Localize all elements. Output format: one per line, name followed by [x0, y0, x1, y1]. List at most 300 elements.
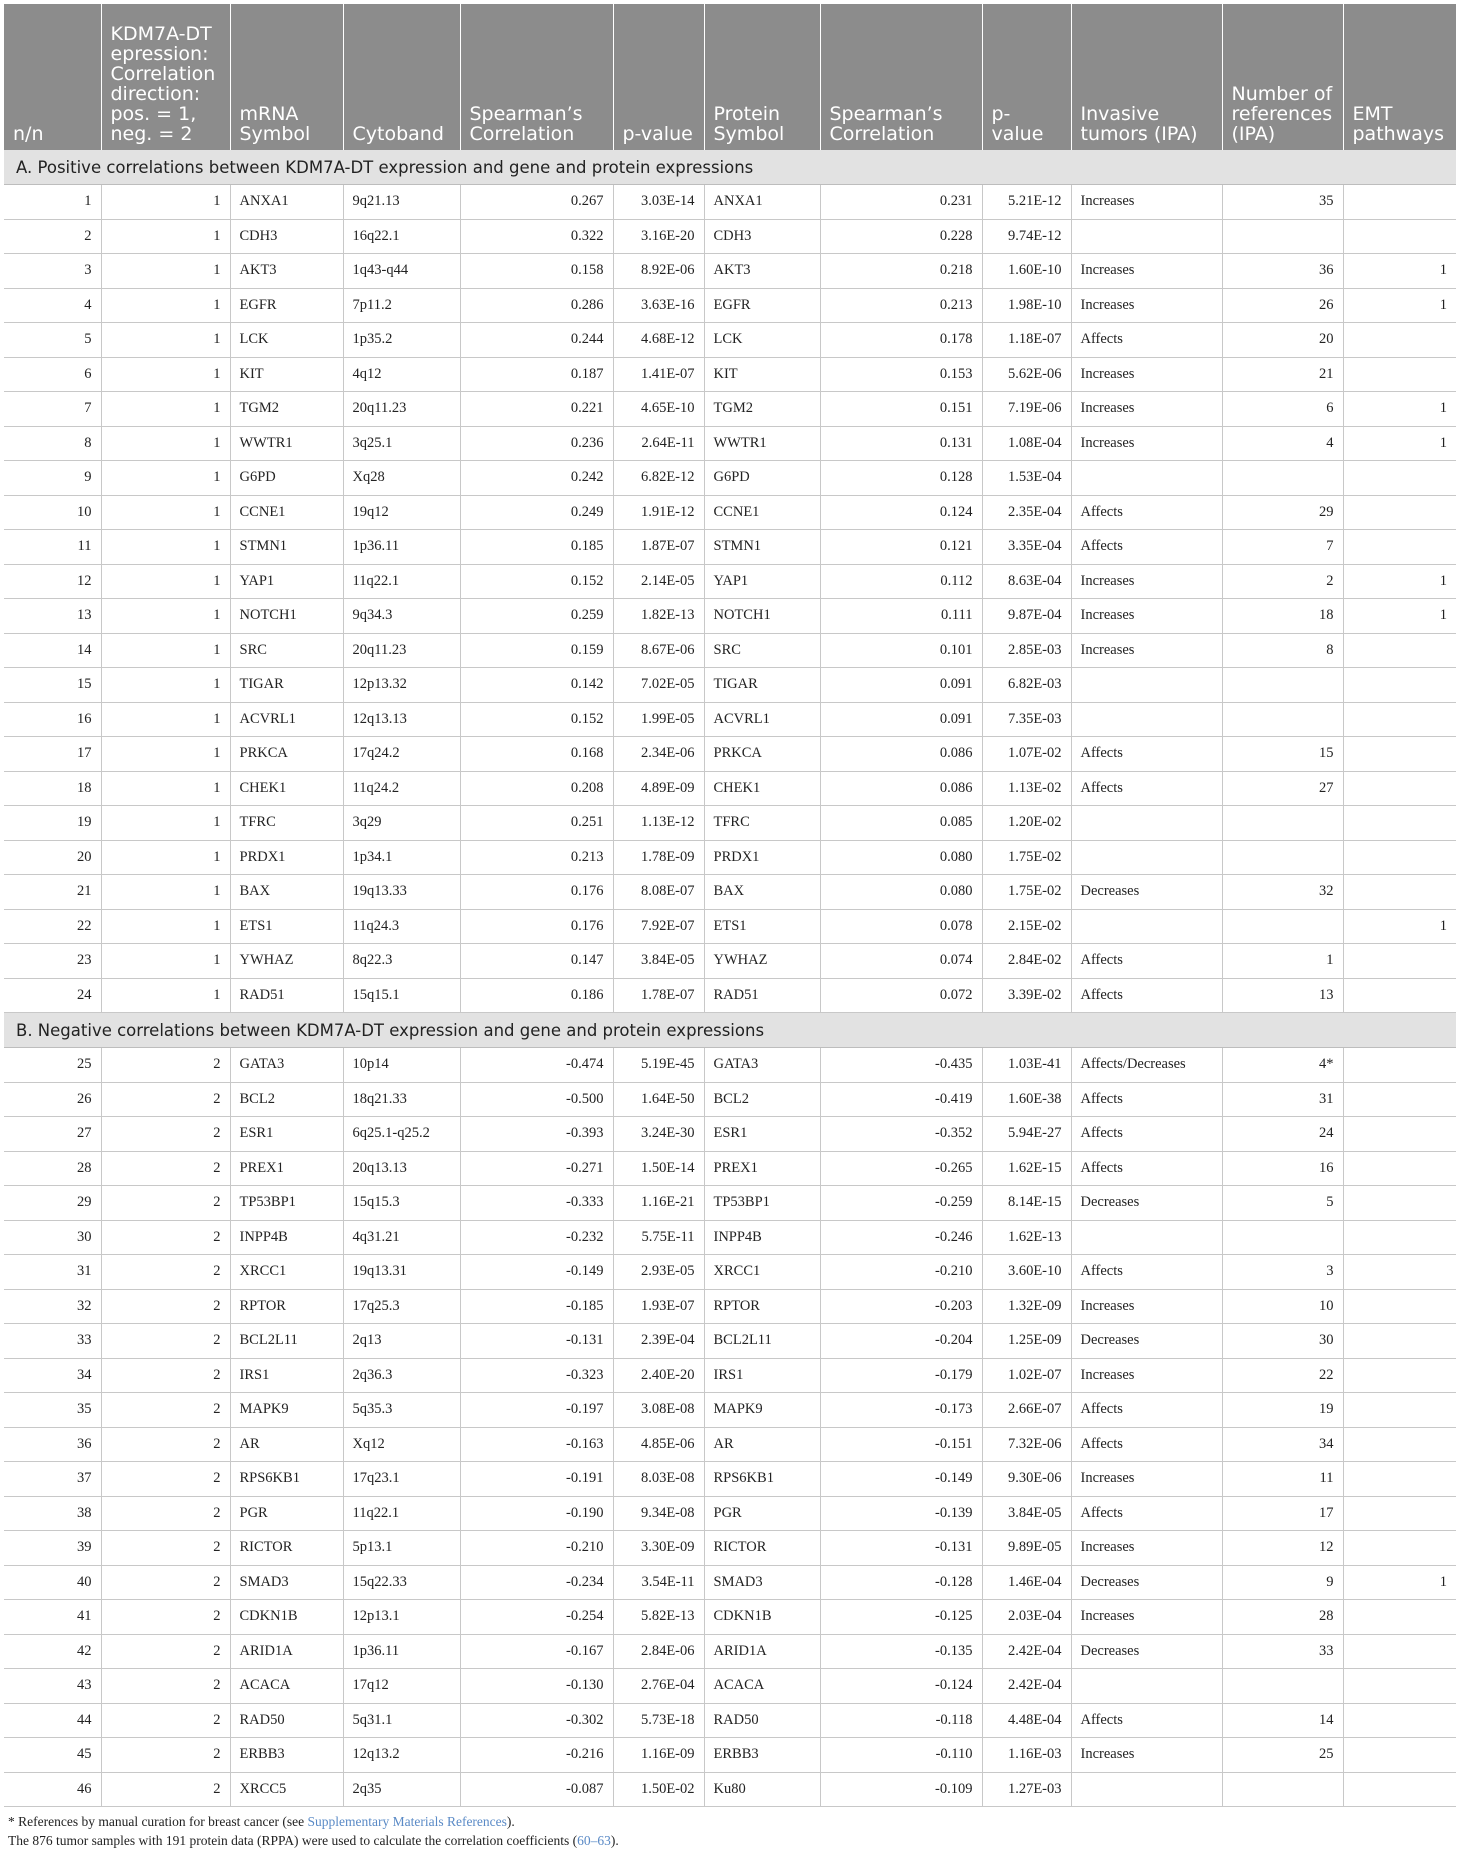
cell-mrna-pvalue: 3.54E-11 [613, 1565, 704, 1600]
cell-mrna-spearman: 0.249 [460, 495, 613, 530]
cell-protein-pvalue: 1.07E-02 [982, 737, 1071, 772]
cell-protein-symbol: XRCC1 [704, 1255, 820, 1290]
header-protein-spearman: Spearman’s Correlation [820, 4, 982, 150]
cell-mrna-spearman: 0.187 [460, 357, 613, 392]
cell-mrna-spearman: -0.333 [460, 1186, 613, 1221]
cell-protein-pvalue: 1.60E-10 [982, 254, 1071, 289]
table-row [4, 668, 1456, 703]
cell-cytoband: 5q31.1 [343, 1703, 460, 1738]
cell-protein-spearman: 0.218 [820, 254, 982, 289]
cell-mrna-spearman: 0.152 [460, 564, 613, 599]
cell-nn: 22 [4, 909, 101, 944]
footnote-text: ). [506, 1814, 515, 1829]
cell-mrna-pvalue: 2.64E-11 [613, 426, 704, 461]
cell-direction: 1 [101, 323, 230, 358]
cell-emt [1343, 1462, 1456, 1497]
cell-protein-pvalue: 1.02E-07 [982, 1358, 1071, 1393]
cell-nn: 6 [4, 357, 101, 392]
cell-mrna-symbol: CDH3 [230, 219, 343, 254]
cell-mrna-spearman: 0.213 [460, 840, 613, 875]
cell-protein-spearman: 0.228 [820, 219, 982, 254]
cell-direction: 2 [101, 1255, 230, 1290]
cell-direction: 1 [101, 840, 230, 875]
cell-nn: 7 [4, 392, 101, 427]
cell-protein-symbol: GATA3 [704, 1048, 820, 1083]
cell-emt [1343, 978, 1456, 1013]
cell-emt [1343, 461, 1456, 496]
cell-protein-spearman: -0.118 [820, 1703, 982, 1738]
cell-invasive [1071, 702, 1222, 737]
cell-emt [1343, 737, 1456, 772]
cell-invasive [1071, 909, 1222, 944]
cell-mrna-spearman: 0.322 [460, 219, 613, 254]
cell-protein-symbol: ERBB3 [704, 1738, 820, 1773]
cell-mrna-pvalue: 4.65E-10 [613, 392, 704, 427]
cell-mrna-spearman: 0.259 [460, 599, 613, 634]
cell-cytoband: 4q12 [343, 357, 460, 392]
cell-direction: 1 [101, 185, 230, 220]
cell-mrna-pvalue: 2.14E-05 [613, 564, 704, 599]
cell-mrna-symbol: CCNE1 [230, 495, 343, 530]
cell-cytoband: 15q15.1 [343, 978, 460, 1013]
cell-references: 15 [1222, 737, 1343, 772]
cell-protein-symbol: RICTOR [704, 1531, 820, 1566]
cell-references [1222, 1220, 1343, 1255]
cell-invasive: Affects [1071, 1117, 1222, 1152]
cell-mrna-symbol: ETS1 [230, 909, 343, 944]
cell-mrna-spearman: -0.185 [460, 1289, 613, 1324]
cell-protein-symbol: TP53BP1 [704, 1186, 820, 1221]
table-row [4, 1462, 1456, 1497]
cell-mrna-spearman: 0.208 [460, 771, 613, 806]
cell-cytoband: 17q12 [343, 1669, 460, 1704]
cell-invasive [1071, 461, 1222, 496]
cell-protein-pvalue: 2.85E-03 [982, 633, 1071, 668]
cell-references: 29 [1222, 495, 1343, 530]
cell-references: 22 [1222, 1358, 1343, 1393]
cell-protein-spearman: -0.419 [820, 1082, 982, 1117]
cell-cytoband: 1q43-q44 [343, 254, 460, 289]
cell-protein-pvalue: 1.25E-09 [982, 1324, 1071, 1359]
cell-invasive: Increases [1071, 1738, 1222, 1773]
table-row [4, 1220, 1456, 1255]
cell-invasive: Increases [1071, 426, 1222, 461]
cell-protein-spearman: -0.210 [820, 1255, 982, 1290]
cell-references: 19 [1222, 1393, 1343, 1428]
cell-mrna-spearman: 0.185 [460, 530, 613, 565]
cell-invasive: Increases [1071, 357, 1222, 392]
cell-mrna-pvalue: 2.76E-04 [613, 1669, 704, 1704]
cell-mrna-symbol: RICTOR [230, 1531, 343, 1566]
table-row [4, 288, 1456, 323]
cell-mrna-pvalue: 4.89E-09 [613, 771, 704, 806]
cell-protein-symbol: TGM2 [704, 392, 820, 427]
cell-protein-pvalue: 2.42E-04 [982, 1634, 1071, 1669]
cell-protein-symbol: ARID1A [704, 1634, 820, 1669]
cell-direction: 2 [101, 1703, 230, 1738]
cell-protein-symbol: LCK [704, 323, 820, 358]
cell-direction: 2 [101, 1324, 230, 1359]
cell-invasive: Decreases [1071, 875, 1222, 910]
header-correlation-direction: KDM7A-DT epression: Correlation direction: pos. = 1, neg. = 2 [101, 4, 230, 150]
cell-emt [1343, 1151, 1456, 1186]
cell-invasive: Affects/Decreases [1071, 1048, 1222, 1083]
cell-invasive: Increases [1071, 392, 1222, 427]
cell-mrna-spearman: -0.254 [460, 1600, 613, 1635]
cell-mrna-symbol: TGM2 [230, 392, 343, 427]
cell-emt [1343, 840, 1456, 875]
cell-emt [1343, 530, 1456, 565]
cell-protein-spearman: -0.173 [820, 1393, 982, 1428]
cell-protein-symbol: KIT [704, 357, 820, 392]
cell-mrna-spearman: -0.197 [460, 1393, 613, 1428]
cell-emt [1343, 1531, 1456, 1566]
cell-mrna-symbol: ESR1 [230, 1117, 343, 1152]
cell-protein-symbol: TIGAR [704, 668, 820, 703]
cell-references [1222, 840, 1343, 875]
cell-emt [1343, 702, 1456, 737]
cell-nn: 46 [4, 1772, 101, 1807]
table-row [4, 185, 1456, 220]
cell-mrna-spearman: 0.158 [460, 254, 613, 289]
cell-cytoband: 6q25.1-q25.2 [343, 1117, 460, 1152]
cell-protein-symbol: G6PD [704, 461, 820, 496]
table-row [4, 1117, 1456, 1152]
cell-emt [1343, 668, 1456, 703]
cell-direction: 1 [101, 392, 230, 427]
cell-references [1222, 461, 1343, 496]
cell-emt [1343, 357, 1456, 392]
cell-invasive [1071, 668, 1222, 703]
cell-cytoband: 1p34.1 [343, 840, 460, 875]
cell-protein-spearman: 0.074 [820, 944, 982, 979]
cell-protein-spearman: -0.149 [820, 1462, 982, 1497]
cell-protein-pvalue: 6.82E-03 [982, 668, 1071, 703]
cell-protein-pvalue: 9.74E-12 [982, 219, 1071, 254]
table-row [4, 1427, 1456, 1462]
header-mrna-pvalue: p-value [613, 4, 704, 150]
cell-references: 17 [1222, 1496, 1343, 1531]
cell-protein-pvalue: 1.18E-07 [982, 323, 1071, 358]
cell-references: 18 [1222, 599, 1343, 634]
cell-nn: 45 [4, 1738, 101, 1773]
table-row [4, 1772, 1456, 1807]
cell-mrna-symbol: XRCC1 [230, 1255, 343, 1290]
cell-protein-pvalue: 1.32E-09 [982, 1289, 1071, 1324]
cell-references: 4 [1222, 426, 1343, 461]
table-row [4, 392, 1456, 427]
cell-protein-spearman: -0.246 [820, 1220, 982, 1255]
cell-references: 30 [1222, 1324, 1343, 1359]
cell-direction: 2 [101, 1565, 230, 1600]
header-mrna-spearman: Spearman’s Correlation [460, 4, 613, 150]
cell-nn: 30 [4, 1220, 101, 1255]
table-row [4, 219, 1456, 254]
cell-cytoband: Xq28 [343, 461, 460, 496]
cell-cytoband: 17q23.1 [343, 1462, 460, 1497]
table-row [4, 1255, 1456, 1290]
cell-protein-spearman: 0.080 [820, 840, 982, 875]
cell-protein-spearman: 0.178 [820, 323, 982, 358]
cell-protein-symbol: TFRC [704, 806, 820, 841]
cell-mrna-symbol: RPS6KB1 [230, 1462, 343, 1497]
cell-mrna-pvalue: 7.92E-07 [613, 909, 704, 944]
cell-direction: 1 [101, 530, 230, 565]
cell-mrna-spearman: -0.149 [460, 1255, 613, 1290]
footnote-references [8, 1812, 1456, 1831]
cell-protein-symbol: BCL2 [704, 1082, 820, 1117]
cell-protein-spearman: -0.151 [820, 1427, 982, 1462]
table-row [4, 978, 1456, 1013]
cell-invasive: Affects [1071, 737, 1222, 772]
table-row [4, 944, 1456, 979]
cell-emt [1343, 1082, 1456, 1117]
cell-mrna-spearman: -0.271 [460, 1151, 613, 1186]
table-row [4, 1565, 1456, 1600]
cell-mrna-symbol: WWTR1 [230, 426, 343, 461]
citation-link[interactable]: 60–63 [577, 1833, 611, 1848]
cell-references: 26 [1222, 288, 1343, 323]
cell-invasive: Increases [1071, 564, 1222, 599]
table-row [4, 1358, 1456, 1393]
table-row [4, 737, 1456, 772]
cell-mrna-symbol: CHEK1 [230, 771, 343, 806]
table-row [4, 1186, 1456, 1221]
cell-nn: 5 [4, 323, 101, 358]
cell-protein-spearman: 0.124 [820, 495, 982, 530]
table-row [4, 1600, 1456, 1635]
cell-mrna-symbol: CDKN1B [230, 1600, 343, 1635]
cell-protein-pvalue: 3.84E-05 [982, 1496, 1071, 1531]
cell-protein-pvalue: 2.66E-07 [982, 1393, 1071, 1428]
supplementary-link[interactable]: Supplementary Materials References [307, 1814, 507, 1829]
cell-protein-spearman: 0.231 [820, 185, 982, 220]
cell-protein-symbol: PREX1 [704, 1151, 820, 1186]
cell-protein-spearman: 0.151 [820, 392, 982, 427]
cell-references [1222, 668, 1343, 703]
cell-protein-symbol: BCL2L11 [704, 1324, 820, 1359]
cell-mrna-spearman: -0.163 [460, 1427, 613, 1462]
cell-invasive: Increases [1071, 185, 1222, 220]
cell-protein-spearman: 0.131 [820, 426, 982, 461]
cell-mrna-spearman: 0.267 [460, 185, 613, 220]
cell-cytoband: 1p36.11 [343, 1634, 460, 1669]
cell-emt [1343, 1427, 1456, 1462]
cell-cytoband: 11q24.3 [343, 909, 460, 944]
cell-mrna-symbol: MAPK9 [230, 1393, 343, 1428]
cell-protein-pvalue: 1.46E-04 [982, 1565, 1071, 1600]
cell-protein-symbol: CDH3 [704, 219, 820, 254]
cell-protein-spearman: 0.153 [820, 357, 982, 392]
correlation-table-document [4, 4, 1456, 1850]
cell-mrna-spearman: -0.190 [460, 1496, 613, 1531]
table-row [4, 1151, 1456, 1186]
cell-protein-spearman: -0.435 [820, 1048, 982, 1083]
cell-protein-symbol: BAX [704, 875, 820, 910]
cell-references [1222, 219, 1343, 254]
cell-emt [1343, 1186, 1456, 1221]
cell-protein-pvalue: 9.30E-06 [982, 1462, 1071, 1497]
cell-nn: 43 [4, 1669, 101, 1704]
cell-mrna-symbol: RPTOR [230, 1289, 343, 1324]
cell-references: 25 [1222, 1738, 1343, 1773]
cell-mrna-spearman: 0.251 [460, 806, 613, 841]
cell-mrna-spearman: -0.216 [460, 1738, 613, 1773]
cell-mrna-spearman: -0.131 [460, 1324, 613, 1359]
table-row [4, 599, 1456, 634]
cell-references [1222, 1669, 1343, 1704]
cell-protein-symbol: SRC [704, 633, 820, 668]
table-row [4, 633, 1456, 668]
cell-mrna-pvalue: 1.64E-50 [613, 1082, 704, 1117]
cell-nn: 23 [4, 944, 101, 979]
cell-mrna-pvalue: 1.50E-14 [613, 1151, 704, 1186]
cell-direction: 1 [101, 564, 230, 599]
cell-emt: 1 [1343, 909, 1456, 944]
cell-mrna-symbol: LCK [230, 323, 343, 358]
cell-direction: 1 [101, 806, 230, 841]
cell-mrna-symbol: NOTCH1 [230, 599, 343, 634]
cell-protein-spearman: 0.213 [820, 288, 982, 323]
cell-cytoband: 5p13.1 [343, 1531, 460, 1566]
cell-mrna-spearman: 0.147 [460, 944, 613, 979]
cell-mrna-symbol: IRS1 [230, 1358, 343, 1393]
cell-nn: 11 [4, 530, 101, 565]
cell-emt [1343, 185, 1456, 220]
cell-mrna-pvalue: 6.82E-12 [613, 461, 704, 496]
cell-mrna-pvalue: 4.68E-12 [613, 323, 704, 358]
cell-cytoband: 12p13.1 [343, 1600, 460, 1635]
table-row [4, 1669, 1456, 1704]
cell-protein-pvalue: 1.27E-03 [982, 1772, 1071, 1807]
cell-references: 5 [1222, 1186, 1343, 1221]
cell-emt [1343, 875, 1456, 910]
cell-mrna-pvalue: 3.16E-20 [613, 219, 704, 254]
table-row [4, 1703, 1456, 1738]
cell-references: 10 [1222, 1289, 1343, 1324]
section-header-row [4, 150, 1456, 185]
cell-direction: 1 [101, 288, 230, 323]
cell-cytoband: 17q25.3 [343, 1289, 460, 1324]
cell-cytoband: Xq12 [343, 1427, 460, 1462]
cell-emt [1343, 1358, 1456, 1393]
cell-protein-pvalue: 1.62E-15 [982, 1151, 1071, 1186]
cell-nn: 44 [4, 1703, 101, 1738]
cell-protein-pvalue: 7.35E-03 [982, 702, 1071, 737]
cell-protein-spearman: 0.121 [820, 530, 982, 565]
cell-mrna-symbol: AR [230, 1427, 343, 1462]
cell-nn: 19 [4, 806, 101, 841]
cell-protein-symbol: RPTOR [704, 1289, 820, 1324]
cell-invasive: Decreases [1071, 1565, 1222, 1600]
cell-invasive: Increases [1071, 599, 1222, 634]
cell-nn: 34 [4, 1358, 101, 1393]
cell-protein-symbol: AR [704, 1427, 820, 1462]
cell-protein-pvalue: 2.42E-04 [982, 1669, 1071, 1704]
cell-mrna-pvalue: 1.91E-12 [613, 495, 704, 530]
cell-references: 13 [1222, 978, 1343, 1013]
cell-emt: 1 [1343, 1565, 1456, 1600]
section-title: A. Positive correlations between KDM7A-DT expression and gene and protein expressions [4, 150, 1456, 185]
cell-protein-spearman: -0.204 [820, 1324, 982, 1359]
cell-invasive [1071, 806, 1222, 841]
cell-nn: 28 [4, 1151, 101, 1186]
cell-emt [1343, 1703, 1456, 1738]
cell-cytoband: 11q24.2 [343, 771, 460, 806]
cell-mrna-symbol: RAD50 [230, 1703, 343, 1738]
cell-emt: 1 [1343, 426, 1456, 461]
cell-cytoband: 3q29 [343, 806, 460, 841]
cell-emt [1343, 1324, 1456, 1359]
cell-mrna-spearman: -0.323 [460, 1358, 613, 1393]
cell-nn: 38 [4, 1496, 101, 1531]
cell-protein-pvalue: 7.32E-06 [982, 1427, 1071, 1462]
cell-protein-symbol: YWHAZ [704, 944, 820, 979]
cell-mrna-symbol: XRCC5 [230, 1772, 343, 1807]
cell-direction: 2 [101, 1634, 230, 1669]
cell-nn: 2 [4, 219, 101, 254]
cell-emt [1343, 1634, 1456, 1669]
cell-cytoband: 1p35.2 [343, 323, 460, 358]
cell-protein-pvalue: 3.35E-04 [982, 530, 1071, 565]
cell-direction: 2 [101, 1082, 230, 1117]
header-invasive-tumors: Invasive tumors (IPA) [1071, 4, 1222, 150]
cell-cytoband: 12q13.2 [343, 1738, 460, 1773]
cell-protein-spearman: 0.128 [820, 461, 982, 496]
cell-emt [1343, 1393, 1456, 1428]
cell-mrna-pvalue: 2.93E-05 [613, 1255, 704, 1290]
cell-mrna-pvalue: 8.92E-06 [613, 254, 704, 289]
cell-references: 20 [1222, 323, 1343, 358]
cell-protein-pvalue: 1.53E-04 [982, 461, 1071, 496]
cell-invasive: Decreases [1071, 1634, 1222, 1669]
cell-nn: 27 [4, 1117, 101, 1152]
cell-invasive [1071, 219, 1222, 254]
cell-invasive: Affects [1071, 1427, 1222, 1462]
cell-cytoband: 19q13.33 [343, 875, 460, 910]
cell-mrna-symbol: PREX1 [230, 1151, 343, 1186]
cell-emt [1343, 944, 1456, 979]
cell-protein-symbol: INPP4B [704, 1220, 820, 1255]
cell-mrna-spearman: 0.159 [460, 633, 613, 668]
cell-cytoband: 5q35.3 [343, 1393, 460, 1428]
cell-mrna-symbol: EGFR [230, 288, 343, 323]
cell-emt [1343, 219, 1456, 254]
cell-invasive: Affects [1071, 1703, 1222, 1738]
table-header-row [4, 4, 1456, 150]
cell-nn: 15 [4, 668, 101, 703]
cell-mrna-spearman: 0.176 [460, 875, 613, 910]
cell-nn: 3 [4, 254, 101, 289]
cell-cytoband: 3q25.1 [343, 426, 460, 461]
cell-cytoband: 8q22.3 [343, 944, 460, 979]
section-header-row [4, 1013, 1456, 1048]
cell-protein-pvalue: 5.62E-06 [982, 357, 1071, 392]
cell-emt: 1 [1343, 392, 1456, 427]
cell-protein-pvalue: 1.20E-02 [982, 806, 1071, 841]
cell-invasive: Affects [1071, 1082, 1222, 1117]
cell-invasive: Increases [1071, 1531, 1222, 1566]
cell-invasive: Decreases [1071, 1186, 1222, 1221]
cell-protein-pvalue: 1.62E-13 [982, 1220, 1071, 1255]
header-protein-pvalue: p-value [982, 4, 1071, 150]
cell-cytoband: 9q34.3 [343, 599, 460, 634]
cell-protein-spearman: 0.086 [820, 771, 982, 806]
cell-invasive: Affects [1071, 1496, 1222, 1531]
cell-mrna-symbol: G6PD [230, 461, 343, 496]
cell-direction: 2 [101, 1393, 230, 1428]
table-row [4, 530, 1456, 565]
